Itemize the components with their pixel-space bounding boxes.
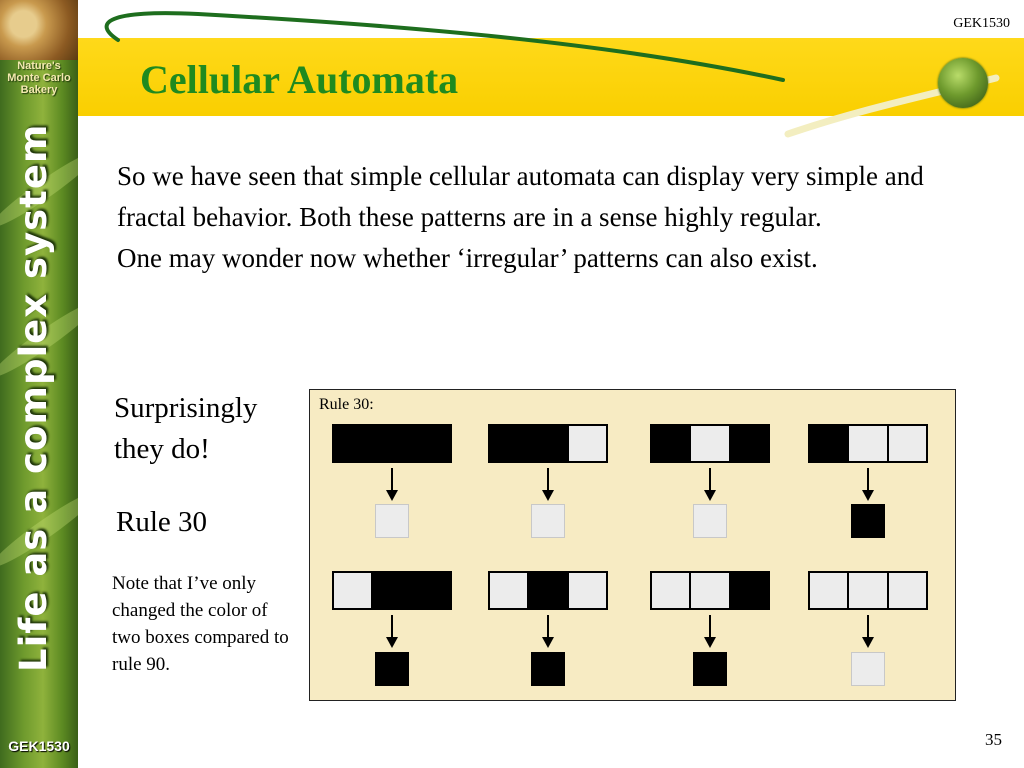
rule-diagram-panel	[309, 389, 956, 701]
rule-input-triple	[332, 571, 452, 610]
down-arrow-icon	[862, 615, 874, 647]
cell-white	[887, 573, 926, 608]
down-arrow-icon	[862, 468, 874, 500]
leaf-ball-icon	[938, 58, 988, 108]
cell-black	[411, 426, 450, 461]
rule-input-triple	[808, 571, 928, 610]
brand-line: Monte Carlo	[7, 72, 71, 84]
paragraph: So we have seen that simple cellular automata can display very simple and fractal behavior. Both these patterns are in a sense highly regular.	[117, 161, 924, 232]
cell-white	[689, 573, 728, 608]
rule-output-cell	[693, 652, 727, 686]
rule-input-triple	[488, 424, 608, 463]
course-code: GEK1530	[953, 16, 1010, 31]
cell-white	[490, 573, 527, 608]
rule-output-cell	[693, 504, 727, 538]
page-number: 35	[985, 730, 1002, 749]
cell-black	[527, 426, 566, 461]
rule-output-cell	[531, 504, 565, 538]
cell-black	[411, 573, 450, 608]
bread-image	[0, 0, 78, 60]
sidebar-vertical-title: Life as a complex system	[12, 123, 55, 672]
cell-black	[527, 573, 566, 608]
brand-logo	[0, 60, 78, 96]
rule-output-cell	[375, 652, 409, 686]
down-arrow-icon	[386, 468, 398, 500]
cell-black	[729, 426, 768, 461]
surprise-text: Surprisingly they do!	[114, 392, 258, 465]
note-text: Note that I’ve only changed the color of two boxes compared to rule 90.	[112, 573, 289, 675]
cell-black	[652, 426, 689, 461]
cell-black	[371, 573, 410, 608]
paragraph: One may wonder now whether ‘irregular’ patterns can also exist.	[117, 243, 818, 273]
rule-input-triple	[488, 571, 608, 610]
rule-output-cell	[851, 652, 885, 686]
body-text	[117, 156, 977, 279]
cell-white	[652, 573, 689, 608]
cell-black	[729, 573, 768, 608]
cell-white	[689, 426, 728, 461]
brand-line: Bakery	[20, 84, 58, 96]
rule-output-cell	[531, 652, 565, 686]
rule-output-cell	[375, 504, 409, 538]
sidebar-course-code: GEK1530	[8, 738, 70, 754]
rule-input-triple	[650, 424, 770, 463]
rule-output-cell	[851, 504, 885, 538]
cell-black	[334, 426, 371, 461]
cell-black	[371, 426, 410, 461]
cell-white	[847, 573, 886, 608]
cell-white	[567, 573, 606, 608]
cell-white	[847, 426, 886, 461]
down-arrow-icon	[542, 615, 554, 647]
cell-white	[810, 573, 847, 608]
cell-white	[567, 426, 606, 461]
down-arrow-icon	[704, 615, 716, 647]
diagram-title: Rule 30:	[319, 396, 374, 413]
cell-white	[887, 426, 926, 461]
down-arrow-icon	[542, 468, 554, 500]
cell-black	[490, 426, 527, 461]
rule-input-triple	[650, 571, 770, 610]
cell-black	[810, 426, 847, 461]
rule-input-triple	[332, 424, 452, 463]
rule-input-triple	[808, 424, 928, 463]
brand-line: Nature's	[17, 60, 61, 72]
rule-label: Rule 30	[116, 506, 208, 538]
down-arrow-icon	[704, 468, 716, 500]
sidebar-banner	[0, 0, 78, 768]
down-arrow-icon	[386, 615, 398, 647]
cell-white	[334, 573, 371, 608]
slide-title: Cellular Automata	[140, 57, 459, 102]
